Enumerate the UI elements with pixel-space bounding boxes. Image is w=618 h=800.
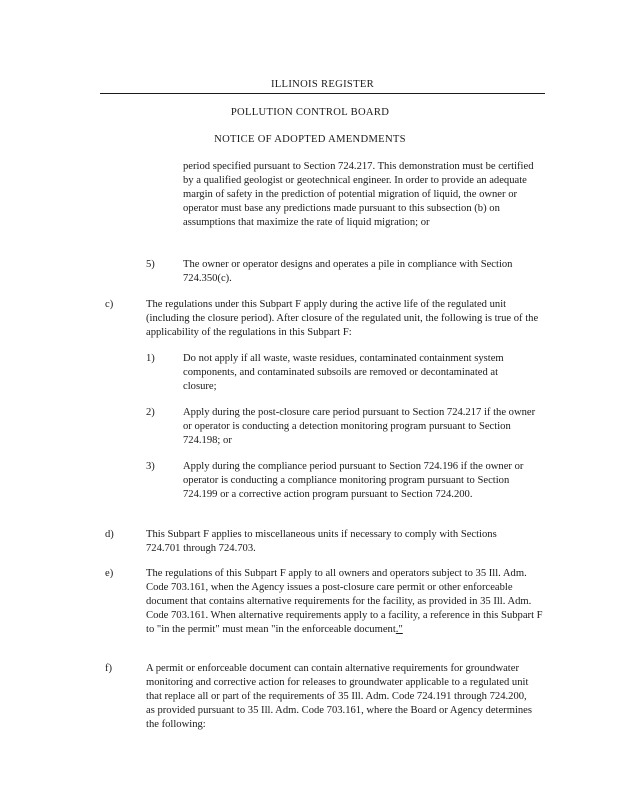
section-c-text: The regulations under this Subpart F apply during the active life of the regulated unit (including the closure period). After closure of the regulated unit, the following is true of the applicability of the regulations in this Subpart F: bbox=[146, 299, 539, 338]
section-e-marker: e) bbox=[105, 568, 114, 579]
register-title: ILLINOIS REGISTER bbox=[100, 78, 545, 94]
continuation-paragraph: period specified pursuant to Section 724.217. This demonstration must be certified by a qualified geologist or geotechnical engineer. In order to provide an adequate margin of safety in the prediction of potential migration of liquid, the owner or operator must base any predictions made pursuant to this subsection (b) on assumptions that maximize the rate of liquid migration; or bbox=[183, 161, 534, 228]
section-c-item-1-text: Do not apply if all waste, waste residues, contaminated containment system components, and contaminated subsoils are removed or decontaminated at closure; bbox=[183, 353, 504, 392]
section-d-text: This Subpart F applies to miscellaneous units if necessary to comply with Sections 724.701 through 724.703. bbox=[146, 529, 497, 554]
section-c-item-2-text: Apply during the post-closure care period pursuant to Section 724.217 if the owner or operator is conducting a detection monitoring program pursuant to Section 724.198; or bbox=[183, 407, 536, 446]
section-c-item-3-marker: 3) bbox=[146, 461, 155, 472]
notice-title: NOTICE OF ADOPTED AMENDMENTS bbox=[214, 134, 406, 145]
section-c-item-3-text: Apply during the compliance period pursuant to Section 724.196 if the owner or operator is conducting a compliance monitoring program pursuant to Section 724.199 or a corrective action program pursuant to Section 724.200. bbox=[183, 461, 524, 500]
item-5-text: The owner or operator designs and operates a pile in compliance with Section 724.350(c). bbox=[183, 259, 513, 284]
section-f-marker: f) bbox=[105, 663, 113, 674]
section-f-text: A permit or enforceable document can contain alternative requirements for groundwater monitoring and corrective action for releases to groundwater applicable to a regulated unit that replace all or part of the requirements of 35 Ill. Adm. Code 724.191 through 724.200, as provided pursuant to 35 Ill. Adm. Code 703.161, where the Board or Agency determines the following: bbox=[146, 663, 533, 730]
section-c-marker: c) bbox=[105, 299, 114, 310]
section-c-item-1-marker: 1) bbox=[146, 353, 155, 364]
section-e-text: The regulations of this Subpart F apply to all owners and operators subject to 35 Ill. Adm. Code 703.161, when the Agency issues a post-closure care permit or other enforceable document that contains alternative requirements for the facility, as provided in 35 Ill. Adm. Code 703.161. When alternative requirements apply to a facility, a reference in this Subpart F to "in the permit" must mean "in the enforceable document." bbox=[146, 568, 543, 635]
section-c-item-2-marker: 2) bbox=[146, 407, 155, 418]
item-5-marker: 5) bbox=[146, 259, 155, 270]
board-name: POLLUTION CONTROL BOARD bbox=[230, 107, 390, 118]
section-e-underlined-end: ." bbox=[395, 624, 403, 635]
section-d-marker: d) bbox=[105, 529, 114, 540]
